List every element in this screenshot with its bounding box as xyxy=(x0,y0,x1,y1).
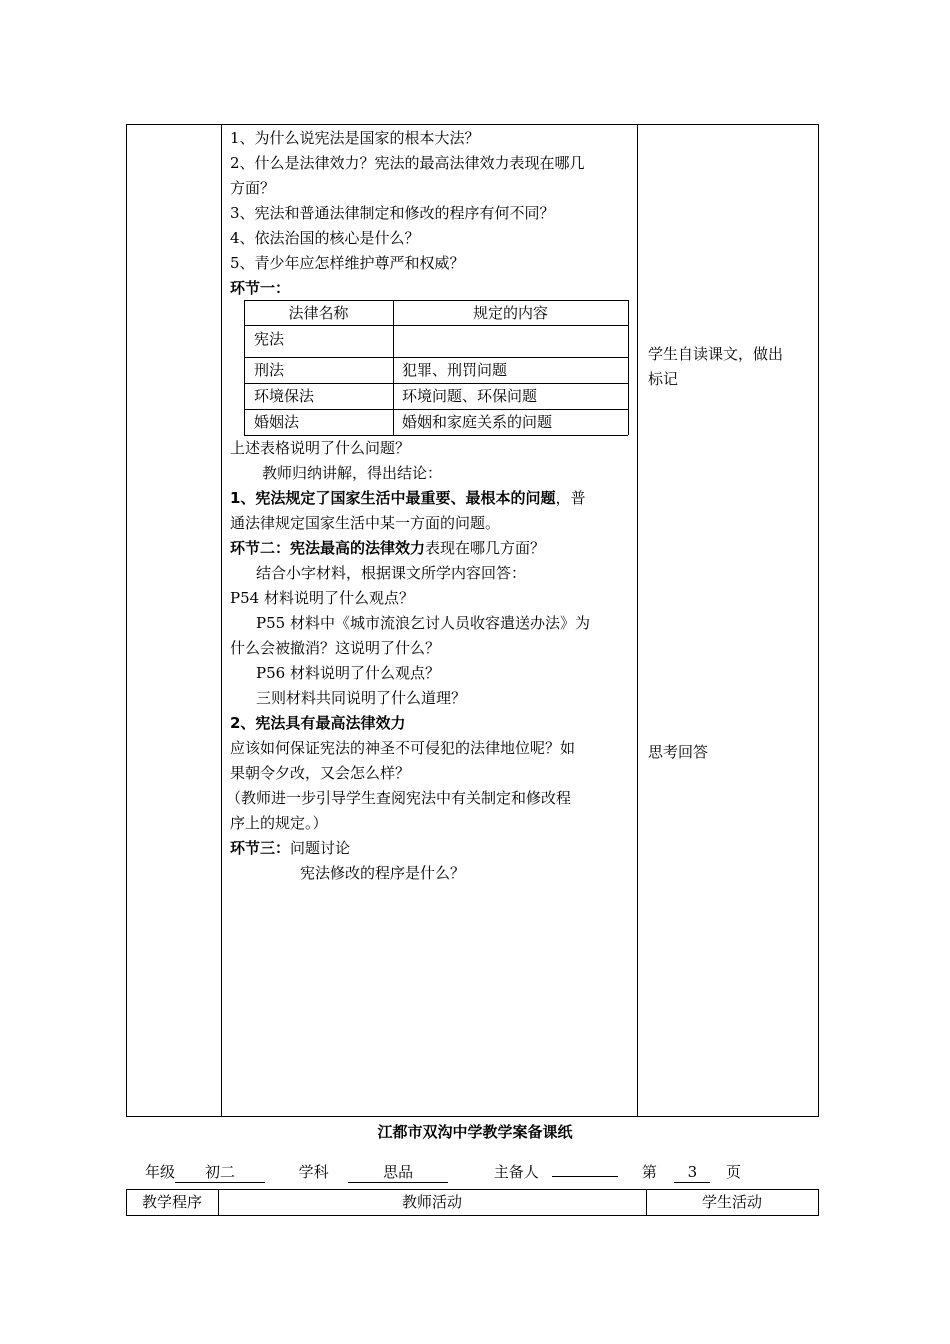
law-table-header-name: 法律名称 xyxy=(288,304,349,322)
law-table-cell: 婚姻和家庭关系的问题 xyxy=(402,413,553,431)
teacher-summary: 教师归纳讲解，得出结论： xyxy=(262,464,443,482)
law-table-cell: 环境问题、环保问题 xyxy=(402,387,538,405)
page-number: 3 xyxy=(674,1162,710,1183)
combine-text: 结合小字材料，根据课文所学内容回答： xyxy=(256,564,527,582)
segment-3-bold: 环节三： xyxy=(230,839,291,857)
page-prefix: 第 xyxy=(641,1163,657,1181)
student-activity-1-cont: 标记 xyxy=(648,370,679,388)
after-table-question: 上述表格说明了什么问题？ xyxy=(230,439,411,457)
question-2: 2、什么是法律效力？宪法的最高法律效力表现在哪几 xyxy=(230,154,585,172)
p54-question: P54 材料说明了什么观点？ xyxy=(230,589,414,607)
page-suffix: 页 xyxy=(726,1163,742,1181)
header-teacher-activity: 教师活动 xyxy=(401,1193,462,1211)
guide-note: （教师进一步引导学生查阅宪法中有关制定和修改程 xyxy=(226,789,572,807)
how-question-cont: 果朝令夕改，又会怎么样？ xyxy=(230,764,411,782)
law-table-cell: 婚姻法 xyxy=(254,413,300,431)
segment-1-title: 环节一： xyxy=(230,279,291,297)
law-table-header-content: 规定的内容 xyxy=(472,304,548,322)
question-5: 5、青少年应怎样维护尊严和权威？ xyxy=(230,254,465,272)
segment-2-bold: 环节二：宪法最高的法律效力 xyxy=(230,539,426,557)
subject-value: 思品 xyxy=(348,1162,448,1183)
law-table-cell: 环境保法 xyxy=(254,387,315,405)
conclusion-1-rest: ，普 xyxy=(555,489,586,507)
question-1: 1、为什么说宪法是国家的根本大法？ xyxy=(230,129,480,147)
p56-question: P56 材料说明了什么观点？ xyxy=(256,664,440,682)
p55-question: P55 材料中《城市流浪乞讨人员收容遣送办法》为 xyxy=(256,614,590,632)
law-table-cell: 犯罪、刑罚问题 xyxy=(402,361,508,379)
amend-question: 宪法修改的程序是什么？ xyxy=(300,864,466,882)
form-title: 江都市双沟中学教学案备课纸 xyxy=(377,1123,573,1141)
conclusion-2: 2、宪法具有最高法律效力 xyxy=(230,714,406,732)
conclusion-1 xyxy=(230,488,585,508)
segment-2-title xyxy=(230,538,545,558)
conclusion-1-line2: 通法律规定国家生活中某一方面的问题。 xyxy=(230,514,501,532)
segment-3-rest: 问题讨论 xyxy=(290,839,351,857)
p55-question-cont: 什么会被撤消？这说明了什么？ xyxy=(230,639,441,657)
subject-label: 学科 xyxy=(298,1163,329,1181)
form-meta-row xyxy=(145,1156,741,1183)
student-activity-2: 思考回答 xyxy=(648,743,709,761)
segment-2-rest: 表现在哪几方面？ xyxy=(425,539,546,557)
question-3: 3、宪法和普通法律制定和修改的程序有何不同？ xyxy=(230,204,555,222)
question-4: 4、依法治国的核心是什么？ xyxy=(230,229,420,247)
header-procedure: 教学程序 xyxy=(141,1193,202,1211)
grade-value: 初二 xyxy=(175,1162,265,1183)
how-question: 应该如何保证宪法的神圣不可侵犯的法律地位呢？如 xyxy=(230,739,576,757)
guide-note-cont: 序上的规定。） xyxy=(230,814,328,832)
header-student-activity: 学生活动 xyxy=(701,1193,762,1211)
three-materials-question: 三则材料共同说明了什么道理？ xyxy=(256,689,467,707)
segment-3-title xyxy=(230,838,350,858)
preparer-label: 主备人 xyxy=(493,1163,539,1181)
law-table-cell: 刑法 xyxy=(254,361,285,379)
preparer-value xyxy=(552,1156,618,1177)
question-2-cont: 方面？ xyxy=(230,179,276,197)
law-table-cell: 宪法 xyxy=(254,330,285,348)
conclusion-1-bold: 1、宪法规定了国家生活中最重要、最根本的问题 xyxy=(230,489,556,507)
grade-label: 年级 xyxy=(145,1163,176,1181)
student-activity-1: 学生自读课文，做出 xyxy=(648,345,784,363)
